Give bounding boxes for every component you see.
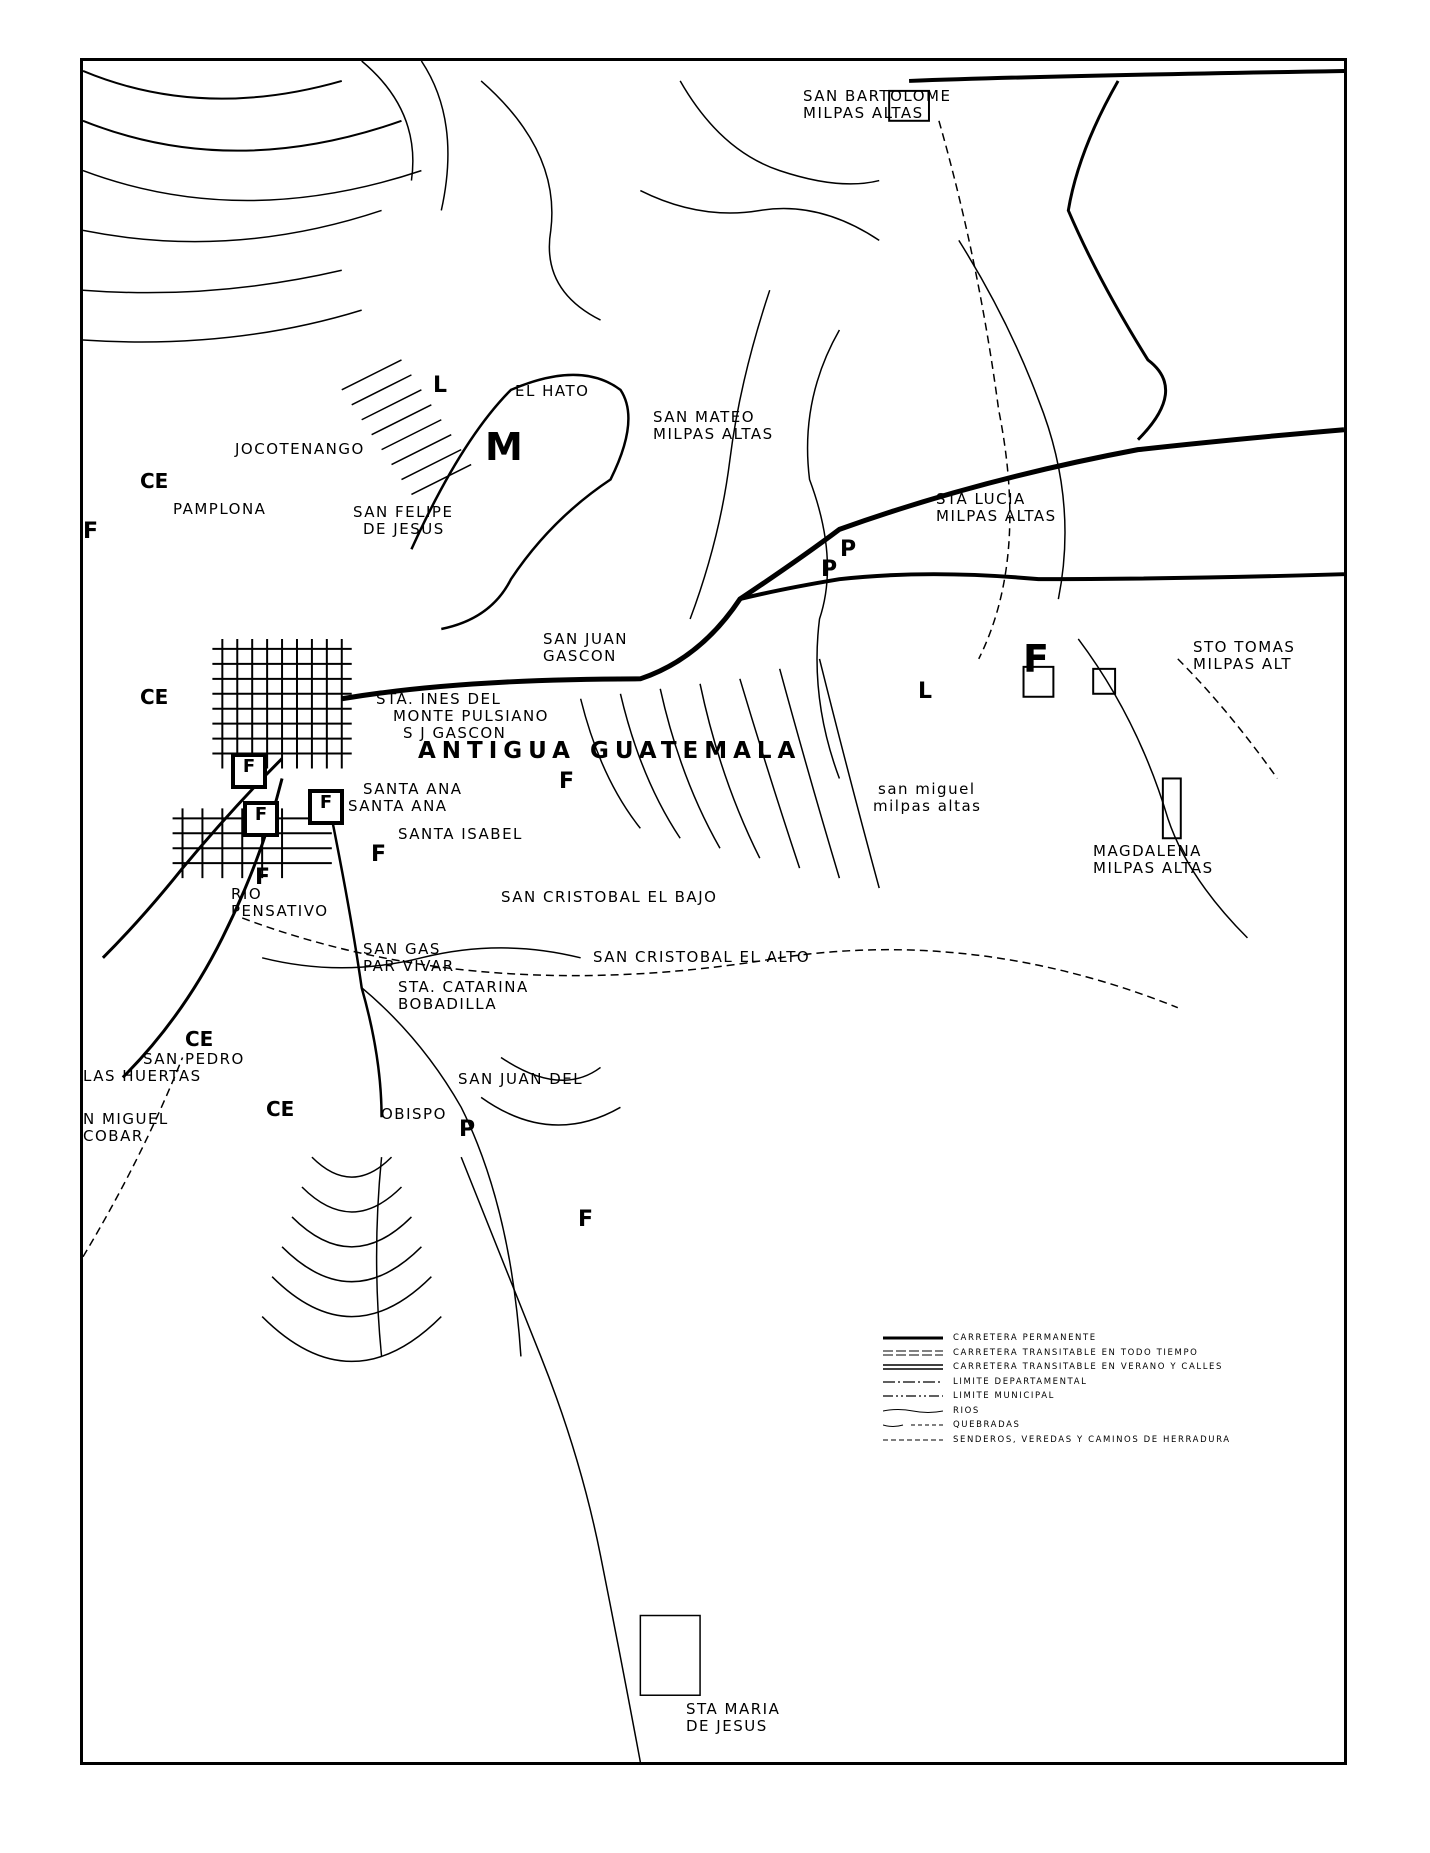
legend-label: CARRETERA PERMANENTE [953,1333,1097,1344]
river [808,330,840,778]
boundary-m [411,375,628,629]
label-san-juan-obispo: SAN JUAN DEL [458,1070,584,1088]
zone-symbol-p: P [840,537,857,562]
zone-symbol-ce: CE [140,469,169,493]
legend-swatch [883,1435,943,1445]
label-sta-catarina-2: BOBADILLA [398,995,498,1013]
boxed-symbol-f: F [243,801,279,837]
zone-symbol-ce: CE [266,1097,295,1121]
label-san-cristobal-alto: SAN CRISTOBAL EL ALTO [593,948,811,966]
legend-row-dept-limit [883,1375,1343,1390]
contour [83,171,421,201]
zone-symbol-ce: CE [140,685,169,709]
zone-symbol-l: L [918,679,933,704]
label-san-gaspar-2: PAR VIVAR [363,957,455,975]
label-san-bartolome-line2: MILPAS ALTAS [803,104,924,122]
label-sto-tomas: STO TOMAS [1193,638,1296,656]
label-san-bartolome-line1: SAN BARTOLOME [803,87,952,105]
road [362,988,521,1357]
label-san-juan-gascon: SAN JUAN [543,630,628,648]
label-san-felipe-2: DE JESUS [363,520,445,538]
zone-symbol-f: F [578,1207,594,1232]
label-sj-gascon: S J GASCON [403,724,507,742]
label-san-gaspar: SAN GAS [363,940,441,958]
zone-symbol-p: P [459,1117,476,1142]
legend-row-trails [883,1433,1343,1448]
label-sta-lucia: STA LUCIA [936,490,1026,508]
label-san-mateo-2: MILPAS ALTAS [653,425,774,443]
legend-label: LIMITE DEPARTAMENTAL [953,1376,1088,1387]
label-san-miguel-milpas-2: milpas altas [873,797,982,815]
label-magdalena-2: MILPAS ALTAS [1093,859,1214,877]
label-san-miguel-escobar: N MIGUEL [83,1110,169,1128]
legend-swatch [883,1391,943,1401]
label-sto-tomas-2: MILPAS ALT [1193,655,1293,673]
label-san-mateo: SAN MATEO [653,408,756,426]
legend-row-municipal-limit [883,1389,1343,1404]
contour [83,310,362,342]
legend-row-permanent-road [883,1331,1343,1346]
label-san-pedro: SAN PEDRO [143,1050,245,1068]
trail [1178,659,1278,779]
label-rio: RIO [231,885,263,903]
label-san-felipe: SAN FELIPE [353,503,454,521]
legend-label: QUEBRADAS [953,1420,1021,1431]
legend-swatch [883,1362,943,1372]
legend-row-ravines [883,1418,1343,1433]
label-san-juan-obispo-2: OBISPO [381,1105,447,1123]
label-pamplona: PAMPLONA [173,500,267,518]
label-jocotenango: JOCOTENANGO [235,440,365,458]
label-san-miguel-milpas: san miguel [878,780,976,798]
label-santa-ana-2: SANTA ANA [348,797,448,815]
legend-swatch [883,1377,943,1387]
river [377,1157,382,1356]
zone-symbol-f: F [83,519,99,544]
boxed-symbol-f: F [231,753,267,789]
main-road [1068,81,1165,440]
contour [421,61,448,210]
legend-row-all-weather-road [883,1346,1343,1361]
contour [83,210,382,241]
trail [83,1057,183,1256]
legend-swatch [883,1406,943,1416]
legend-label: RIOS [953,1405,980,1416]
contour [83,121,401,151]
label-sta-ines: STA. INES DEL [376,690,502,708]
zone-symbol-p: P [821,557,838,582]
legend-label: SENDEROS, VEREDAS Y CAMINOS DE HERRADURA [953,1434,1231,1445]
label-san-cristobal-bajo: SAN CRISTOBAL EL BAJO [501,888,718,906]
map-legend [883,1331,1343,1447]
zone-symbol-m: M [485,425,523,469]
hatching [342,360,471,495]
legend-swatch [883,1348,943,1358]
river [959,240,1065,599]
volcano-contours [262,1057,620,1361]
zone-symbol-ce: CE [185,1027,214,1051]
label-sta-ines-2: MONTE PULSIANO [393,707,549,725]
river [481,81,600,320]
zone-symbol-f: F [1023,637,1049,681]
label-san-bartolome [803,88,951,105]
zone-symbol-f: F [371,842,387,867]
legend-row-rivers [883,1404,1343,1419]
river [640,191,879,241]
zone-symbol-l: L [433,373,448,398]
label-san-bartolome-2 [803,105,924,122]
river [690,290,770,619]
contour [83,270,342,292]
label-sta-maria: STA MARIA [686,1700,781,1718]
label-santa-ana: SANTA ANA [363,780,463,798]
label-sta-catarina: STA. CATARINA [398,978,529,996]
hatching-south [581,659,880,888]
label-el-hato: EL HATO [515,382,590,400]
label-pensativo: PENSATIVO [231,902,329,920]
legend-swatch [883,1420,943,1430]
label-sta-lucia-2: MILPAS ALTAS [936,507,1057,525]
river [461,1157,640,1762]
label-sta-maria-2: DE JESUS [686,1717,768,1735]
legend-swatch [883,1333,943,1343]
zone-symbol-f: F [559,769,575,794]
legend-row-summer-road [883,1360,1343,1375]
contour [83,71,342,99]
legend-label: LIMITE MUNICIPAL [953,1391,1055,1402]
label-san-pedro-2: LAS HUERTAS [83,1067,202,1085]
contour [362,61,413,181]
legend-label: CARRETERA TRANSITABLE EN VERANO Y CALLES [953,1362,1224,1373]
map-frame [80,58,1347,1765]
main-road [909,71,1344,81]
settlement [640,1616,700,1696]
zone-symbol-f: F [255,865,271,890]
label-san-miguel-escobar-2: COBAR [83,1127,144,1145]
label-san-juan-gascon-2: GASCON [543,647,617,665]
label-magdalena: MAGDALENA [1093,842,1202,860]
legend-label: CARRETERA TRANSITABLE EN TODO TIEMPO [953,1347,1199,1358]
boxed-symbol-f: F [308,789,344,825]
label-antigua-guatemala: ANTIGUA GUATEMALA [418,738,802,764]
label-santa-isabel: SANTA ISABEL [398,825,523,843]
